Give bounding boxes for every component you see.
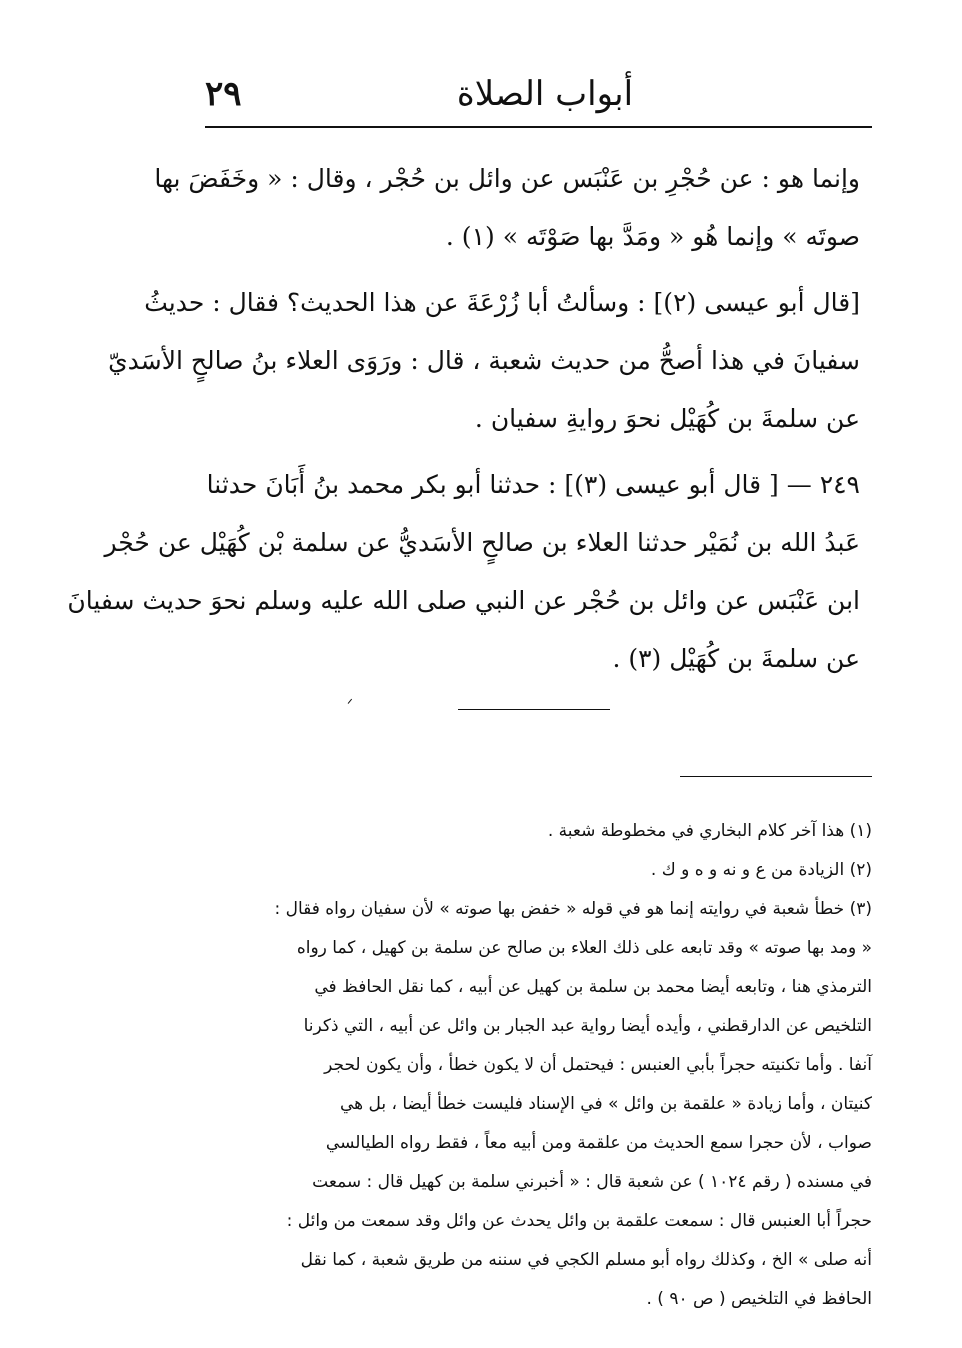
footnote-line: (١) هذا آخر كلام البخاري في مخطوطة شعبة . — [547, 821, 872, 841]
footnote-line: في مسنده ( رقم ١٠٢٤ ) عن شعبة قال : « أخبرني سلمة بن كهيل قال : سمعت — [312, 1172, 872, 1192]
page-number: ٢٩ — [205, 74, 242, 114]
page-header — [205, 70, 875, 126]
footnote-line: « ومد بها صوته » وقد تابعه على ذلك العلاء بن صالح عن سلمة بن كهيل ، كما رواه — [296, 938, 872, 958]
text-line: سفيانَ في هذا أصحُّ من حديث شعبة ، قال : ورَوَى العلاء بنُ صالحٍ الأسَديّ — [108, 346, 860, 375]
text-line: ابن عَنْبَس عن وائل بن حُجْر عن النبي صلى الله عليه وسلم نحوَ حديث سفيانَ — [67, 586, 860, 615]
text-line: [قال أبو عيسى (٢)] : وسألتُ أبا زُرْعَةَ عن هذا الحديث؟ فقال : حديثُ — [144, 288, 860, 317]
hadith-line: ٢٤٩ — [ قال أبو عيسى (٣)] : حدثنا أبو بكر محمد بنُ أَبَانَ حدثنا — [206, 470, 860, 499]
footnote-line: صواب ، لأن حجرا سمع الحديث من علقمة ومن أبيه معاً ، فقط رواه الطيالسي — [325, 1133, 872, 1153]
footnote-separator — [680, 776, 872, 777]
footnotes — [190, 812, 872, 1319]
footnote-line: أنه صلى » الخ ، وكذلك رواه أبو مسلم الكجي في سننه من طريق شعبة ، كما نقل — [300, 1250, 872, 1270]
text-line: وإنما هو : عن حُجْرِ بن عَنْبَس عن وائل بن حُجْر ، وقال : « وخَفَضَ بها — [154, 164, 860, 193]
footnote-line: كنيتان ، وأما زيادة « علقمة بن وائل » في الإسناد فليست خطأ أيضا ، بل هي — [339, 1094, 872, 1114]
running-title: أبواب الصلاة — [456, 74, 634, 114]
footnote-line: (٣) خطأ شعبة في روايته إنما هو في قوله « خفض بها صوته » لأن سفيان رواه فقال : — [274, 899, 872, 919]
footnote-line: التلخيص عن الدارقطني ، وأيده أيضا رواية عبد الجبار بن وائل عن أبيه ، التي ذكرنا — [303, 1016, 872, 1036]
footnote-line: حجراً أبا العنبس قال : سمعت علقمة بن وائل يحدث عن وائل وقد سمعت من وائل : — [286, 1211, 872, 1231]
text-line: صوتَه » وإنما هُو « ومَدَّ بها صَوْتَه » (١) . — [445, 222, 860, 251]
text-line: عن سلمةَ بن كُهَيْل (٣) . — [612, 644, 860, 673]
main-text — [67, 150, 860, 688]
footnote-line: آنفا . وأما تكنيته حجراً بأبي العنبس : فيحتمل أن لا يكون خطأ ، وأن يكون لحجر — [324, 1055, 872, 1075]
footnote-line: الترمذي هنا ، وتابعه أيضا محمد بن سلمة بن كهيل عن أبيه ، كما نقل الحافظ في — [314, 977, 872, 997]
footnote-line: الحافظ في التلخيص ( ص ٩٠ ) . — [646, 1289, 872, 1309]
text-line: عن سلمةَ بن كُهَيْل نحوَ روايةِ سفيان . — [474, 404, 860, 433]
header-rule — [205, 126, 872, 128]
footnote-line: (٢) الزيادة من ع و نه و ه و ك . — [650, 860, 872, 880]
text-line: عَبدُ الله بن نُمَيْر حدثنا العلاء بن صالحٍ الأسَديُّ عن سلمة بْن كُهَيْل عن حُجْر — [104, 528, 860, 557]
section-separator — [458, 709, 610, 710]
stray-mark: ᐟ — [347, 697, 353, 713]
